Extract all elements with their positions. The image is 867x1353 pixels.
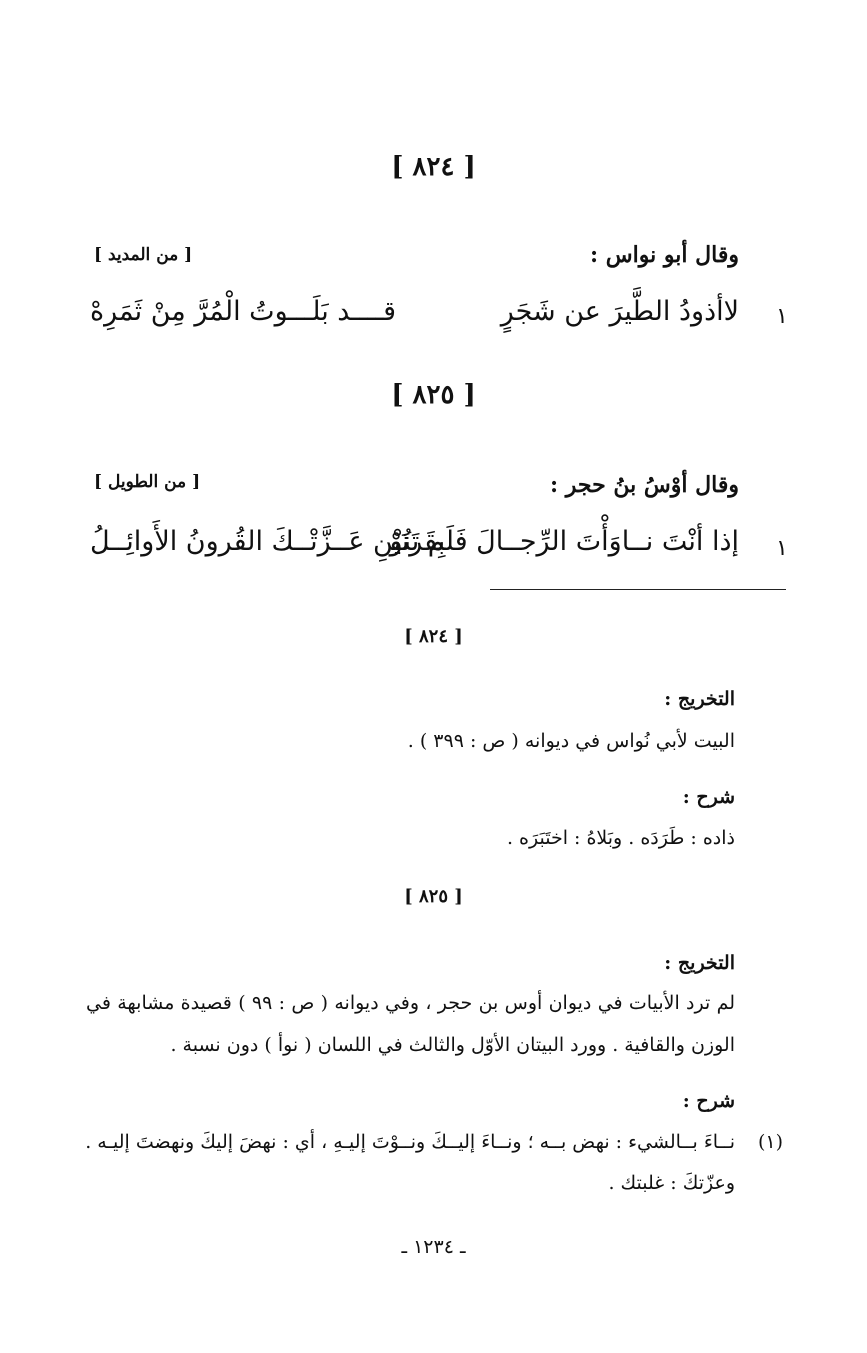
takhrij-label: التخريج : (664, 952, 735, 974)
poem-number: [ ٨٢٥ ] (391, 380, 476, 410)
page-number: ـ ١٢٣٤ ـ (401, 1236, 466, 1258)
footnote-header: [ ٨٢٥ ] (404, 886, 463, 907)
footnote-separator (490, 589, 786, 590)
takhrij-text: لم ترد الأبيات في ديوان أوس بن حجر ، وفي ديوانه ( ص : ٩٩ ) قصيدة مشابهة في (86, 992, 736, 1014)
poem-meter: [ من الطويل ] (94, 472, 201, 492)
verse-hemistich-second: قــــد بَلَـــوتُ الْمُرَّ مِنْ ثَمَرِهْ (90, 296, 397, 327)
footnote-header: [ ٨٢٤ ] (404, 626, 463, 647)
poem-meter: [ من المديد ] (94, 245, 193, 265)
sharh-text: نــاءَ بــالشيء : نهض بــه ؛ ونــاءَ إليــكَ ونــوْتَ إليـهِ ، أي : نهضَ إليكَ ونهضتَ إليـه . (85, 1131, 735, 1153)
poem-intro: وقال أبو نواس : (590, 242, 739, 268)
takhrij-text: الوزن والقافية . وورد البيتان الأوّل والثالث في اللسان ( نوأ ) دون نسبة . (170, 1034, 735, 1056)
sharh-label: شرح : (682, 1090, 735, 1112)
verse-number: ١ (776, 304, 788, 329)
poem-intro: وقال أوْسُ بنُ حجر : (550, 472, 739, 498)
sharh-text: ذاده : طَرَدَه . وبَلاهُ : اختَبَرَه . (506, 827, 735, 849)
verse-hemistich-first: إذا أنْتَ نــاوَأْتَ الرِّجــالَ فَلَم تَنُوْ (389, 526, 739, 557)
poem-number: [ ٨٢٤ ] (391, 152, 476, 182)
sharh-text: وعزّتكَ : غلبتك . (608, 1172, 735, 1194)
sharh-label: شرح : (682, 786, 735, 808)
verse-number: ١ (776, 536, 788, 561)
sharh-number: (١) (758, 1131, 784, 1153)
takhrij-label: التخريج : (664, 688, 735, 710)
takhrij-text: البيت لأبي نُواس في ديوانه ( ص : ٣٩٩ ) . (407, 730, 735, 752)
verse-hemistich-second: بِقَرنَيْنِ عَــزَّتْــكَ القُرونُ الأَوائِــلُ (90, 526, 446, 557)
verse-hemistich-first: لاأذودُ الطَّيرَ عن شَجَرٍ (500, 296, 739, 327)
